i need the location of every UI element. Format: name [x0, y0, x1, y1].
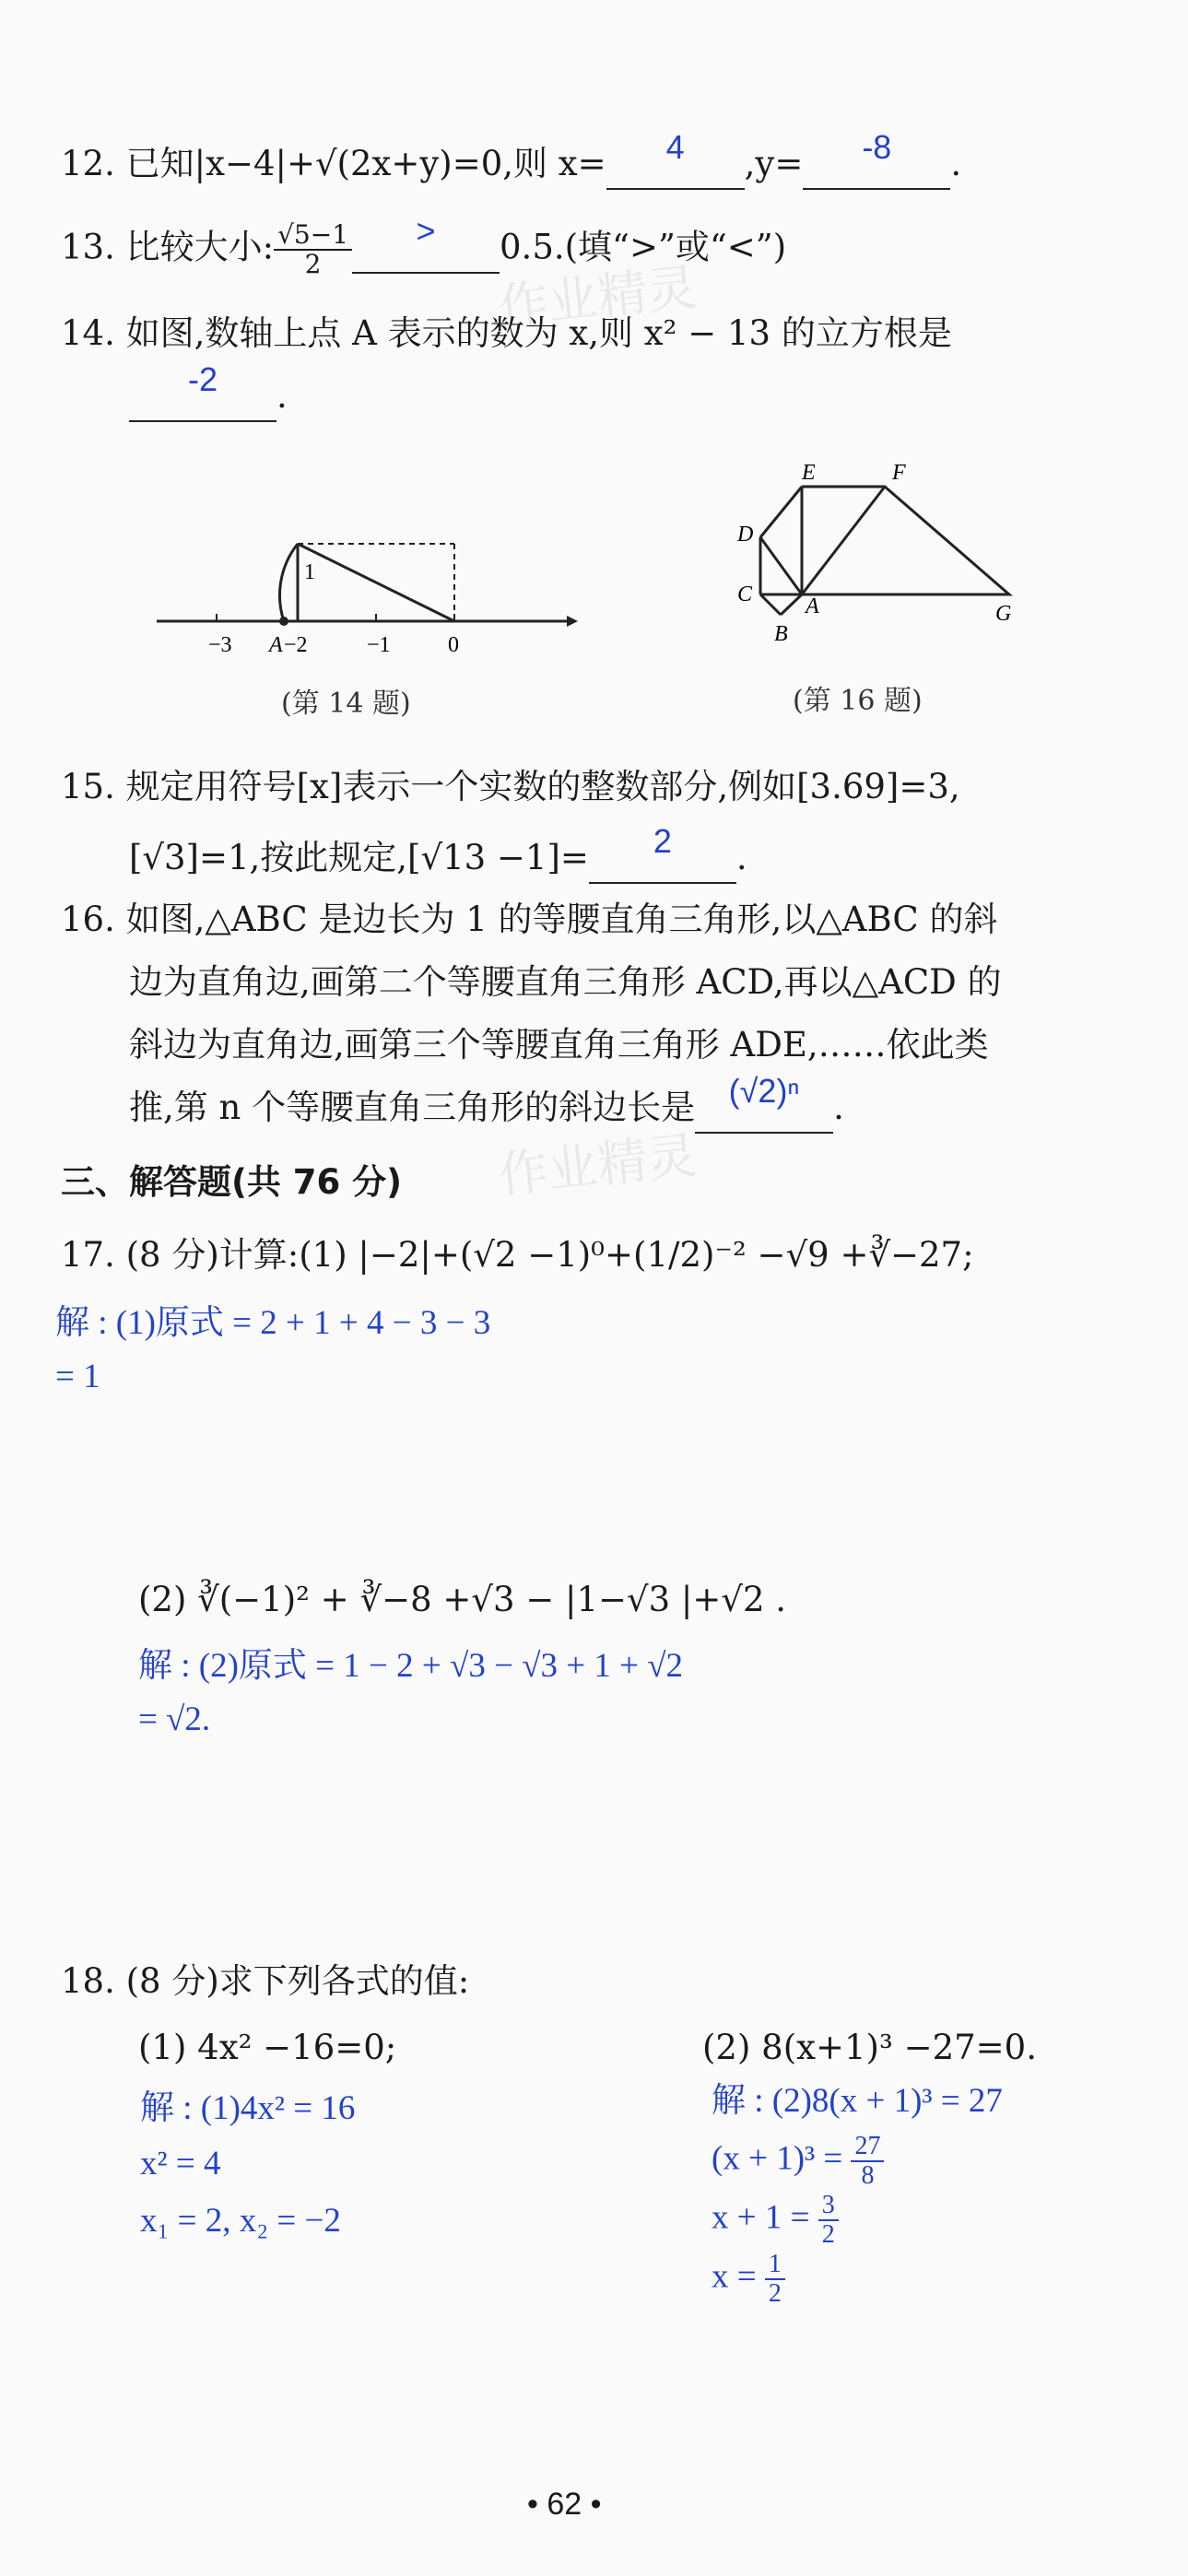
question-16: 16. 如图,△ABC 是边长为 1 的等腰直角三角形,以△ABC 的斜 — [61, 900, 998, 939]
question-15-line2: [√3]=1,按此规定,[√13 −1]= 2 . — [129, 834, 747, 884]
segment-label: 1 — [304, 560, 315, 584]
question-18-part2: (2) 8(x+1)³ −27=0. — [702, 2028, 1037, 2067]
answer-blank-cuberoot: -2 — [129, 372, 276, 422]
tick-label: 0 — [448, 633, 459, 657]
solution-17-2-line1: 解 : (2)原式 = 1 − 2 + √3 − √3 + 1 + √2 — [138, 1647, 684, 1685]
question-14-answer-line: -2 . — [129, 372, 288, 422]
svg-text:E: E — [802, 461, 816, 485]
tick-label: −1 — [367, 633, 391, 657]
question-16-line4: 推,第 n 个等腰直角三角形的斜边长是 (√2)ⁿ . — [129, 1084, 844, 1134]
svg-text:C: C — [737, 582, 753, 606]
solution-18-1-line3: x₁ = 2, x₂ = −2 — [140, 2202, 341, 2240]
question-16-line3: 斜边为直角边,画第三个等腰直角三角形 ADE,……依此类 — [129, 1025, 989, 1065]
figure-14-caption: (第 14 题) — [281, 688, 411, 720]
svg-text:D: D — [737, 523, 754, 547]
solution-18-2-line4: x = $\frac{1}{2}$ — [712, 2251, 785, 2308]
svg-text:A: A — [806, 594, 819, 618]
page-number: • 62 • — [527, 2487, 602, 2522]
question-12: 12. 已知|x−4|+√(2x+y)=0,则 x= 4 ,y= -8 . — [61, 140, 961, 190]
solution-18-1-line1: 解 : (1)4x² = 16 — [140, 2089, 356, 2127]
question-13: 13. 比较大小: $\frac{√5-1}{2}$ > 0.5.(填“>”或“<”) — [61, 211, 787, 279]
question-17-part2: (2) ∛(−1)² + ∛−8 +√3 − |1−√3 |+√2 . — [138, 1580, 787, 1619]
question-18-part1: (1) 4x² −16=0; — [138, 2028, 397, 2067]
answer-blank-compare: > — [352, 224, 500, 274]
solution-18-2-line2: (x + 1)³ = $\frac{27}{8}$ — [712, 2133, 884, 2190]
question-17: 17. (8 分)计算:(1) |−2|+(√2 −1)⁰+(1/2)⁻² −√9 +∛−27; — [61, 1235, 974, 1275]
svg-text:G: G — [995, 602, 1012, 626]
answer-blank-floor: 2 — [589, 834, 736, 884]
svg-text:B: B — [774, 622, 788, 646]
tick-label: −2 — [284, 633, 308, 657]
fraction: $\frac{√5-1}{2}$ — [274, 221, 352, 278]
solution-18-1-line2: x² = 4 — [140, 2145, 221, 2182]
answer-blank-x: 4 — [606, 140, 745, 190]
figure-16-caption: (第 16 题) — [793, 685, 923, 717]
question-15: 15. 规定用符号[x]表示一个实数的整数部分,例如[3.69]=3, — [61, 767, 960, 806]
solution-18-2-line3: x + 1 = $\frac{3}{2}$ — [712, 2192, 839, 2249]
figure-16-triangles — [728, 456, 1032, 659]
solution-18-2-line1: 解 : (2)8(x + 1)³ = 27 — [712, 2082, 1003, 2120]
question-18: 18. (8 分)求下列各式的值: — [61, 1961, 470, 2001]
solution-17-1-line1: 解 : (1)原式 = 2 + 1 + 4 − 3 − 3 — [55, 1304, 491, 1342]
tick-label: A — [269, 633, 283, 657]
solution-17-2-line2: = √2. — [138, 1700, 211, 1738]
question-16-line2: 边为直角边,画第二个等腰直角三角形 ACD,再以△ACD 的 — [129, 962, 1002, 1002]
question-14: 14. 如图,数轴上点 A 表示的数为 x,则 x² − 13 的立方根是 — [61, 313, 952, 353]
figure-14-number-line — [147, 525, 581, 664]
watermark: 作业精灵 — [495, 257, 700, 337]
answer-blank-hypotenuse: (√2)ⁿ — [695, 1084, 833, 1134]
tick-label: −3 — [208, 633, 232, 657]
solution-17-1-line2: = 1 — [55, 1358, 100, 1395]
svg-text:F: F — [892, 461, 906, 485]
watermark: 作业精灵 — [495, 1125, 700, 1206]
answer-blank-y: -8 — [803, 140, 950, 190]
section-title: 三、解答题(共 76 分) — [61, 1162, 403, 1202]
